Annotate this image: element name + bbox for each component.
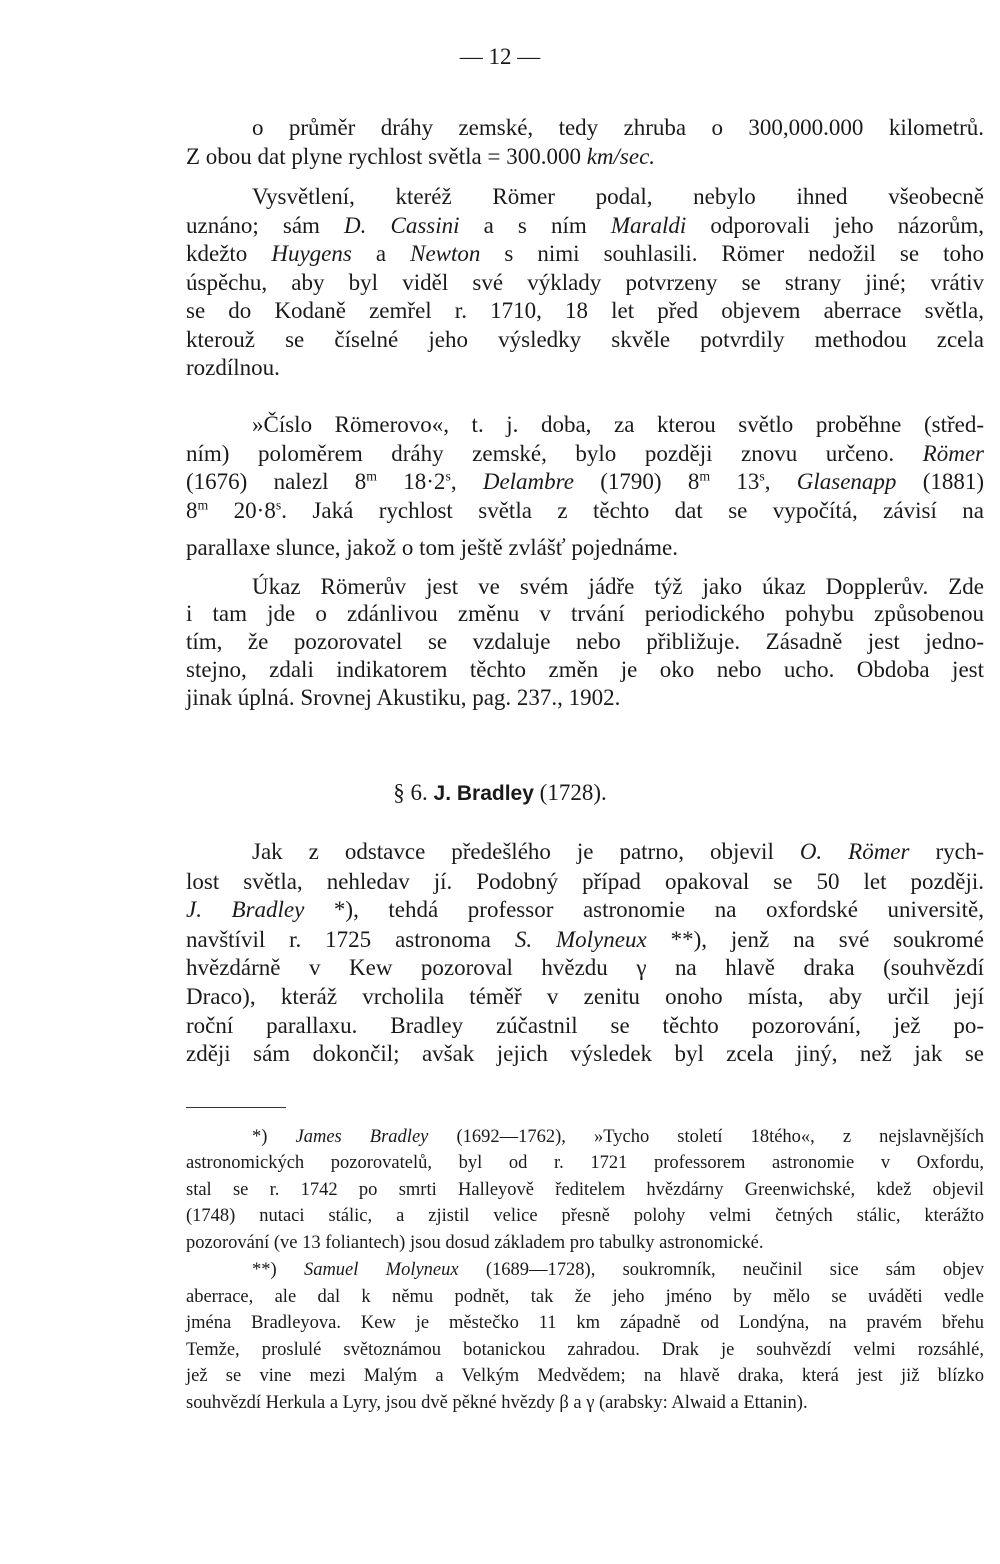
- text-run: (1689—1728), soukromník, neučinil sice sám objev: [458, 1260, 984, 1280]
- text-run: ním) poloměrem dráhy zemské, bylo později znovu určeno.: [186, 441, 923, 466]
- text-run: (1790) 8: [573, 469, 700, 494]
- text-run: navštívil r. 1725 astronoma: [186, 927, 515, 952]
- footnote2-line: [186, 1310, 984, 1336]
- footnote1-line: [186, 1150, 984, 1176]
- footnote1-line: [186, 1177, 984, 1203]
- footnote1-line: [186, 1203, 984, 1229]
- footnote2-line: [186, 1363, 984, 1389]
- section-heading: [0, 780, 1000, 806]
- text-run: se do Kodaně zemřel r. 1710, 18 let před objevem aberrace světla,: [186, 298, 984, 323]
- text-run: kdežto: [186, 241, 272, 266]
- para5-line: [186, 868, 984, 896]
- footnote-divider: [186, 1107, 286, 1108]
- para5-line: [252, 838, 984, 866]
- para4-line: [252, 573, 984, 601]
- text-run: jména Bradleyova. Kew je městečko 11 km západně od Londýna, na pravém břehu: [186, 1313, 984, 1333]
- text-run: uznáno; sám: [186, 213, 345, 238]
- text-run: 18·2: [377, 469, 446, 494]
- text-run: Draco), kteráž vrcholila téměř v zenitu onoho místa, aby určil její: [186, 984, 984, 1009]
- text-run: a s ním: [459, 213, 611, 238]
- italic-name: Römer: [922, 441, 984, 466]
- text-run: **), jenž na své soukromé: [646, 927, 984, 952]
- text-run: 13: [710, 469, 760, 494]
- text-run: *), tehdá professor astronomie na oxfordské universitě,: [304, 897, 984, 922]
- section-name: J. Bradley: [433, 782, 534, 805]
- text-run: parallaxe slunce, jakož o tom ještě zvlášť pojednáme.: [186, 535, 679, 560]
- para1-line: [186, 143, 984, 171]
- superscript: s: [445, 468, 451, 484]
- superscript: m: [699, 468, 711, 484]
- para2-line: [252, 183, 984, 211]
- superscript: m: [197, 497, 209, 513]
- text-run: a: [351, 241, 411, 266]
- italic-name: O. Römer: [799, 839, 910, 864]
- para4-line: [186, 600, 984, 628]
- footnote1-line: [186, 1230, 984, 1256]
- text-run: . Jaká rychlost světla z těchto dat se vypočítá, závisí na: [281, 498, 984, 523]
- text-run: souhvězdí Herkula a Lyry, jsou dvě pěkné hvězdy β a γ (arabsky: Alwaid a Ettanin).: [186, 1393, 808, 1413]
- text-run: rych-: [909, 839, 984, 864]
- para1-line: [252, 114, 984, 142]
- para3-line: [186, 534, 984, 562]
- superscript: s: [759, 468, 765, 484]
- italic-name: D. Cassini: [344, 213, 460, 238]
- para2-line: [186, 326, 984, 354]
- superscript: s: [275, 497, 282, 513]
- para2-line: [186, 240, 984, 268]
- text-run: pozorování (ve 13 foliantech) jsou dosud základem pro tabulky astronomické.: [186, 1233, 764, 1253]
- text-run: Temže, proslulé světoznámou botanickou zahradou. Drak je souhvězdí velmi rozsáhlé,: [186, 1340, 984, 1360]
- para5-line: [186, 1012, 984, 1040]
- para4-line: [186, 628, 984, 656]
- para4-line: [186, 656, 984, 684]
- footnote2-line: [186, 1390, 984, 1416]
- text-run: ,: [450, 469, 483, 494]
- italic-name: J. Bradley: [186, 897, 305, 922]
- text-run: 8: [186, 498, 198, 523]
- para3-line: [186, 440, 984, 468]
- text-run: aberrace, ale dal k němu podnět, tak že jeho jméno by mělo se uváděti vedle: [186, 1287, 984, 1307]
- footnote1-line: [252, 1124, 984, 1150]
- text-run: i tam jde o zdánlivou změnu v trvání periodického pohybu způsobenou: [186, 601, 984, 626]
- footnote2-line: [252, 1257, 984, 1283]
- text-run: *): [252, 1127, 296, 1147]
- italic-name: Samuel Molyneux: [303, 1260, 459, 1280]
- para5-line: [186, 1040, 984, 1068]
- text-run: Úkaz Römerův jest ve svém jádře týž jako úkaz Dopplerův. Zde: [252, 574, 984, 599]
- text-run: stejno, zdali indikatorem těchto změn je oko nebo ucho. Obdoba jest: [186, 657, 984, 682]
- para5-line: [186, 954, 984, 982]
- text-run: lost světla, nehledav jí. Podobný případ opakoval se 50 let později.: [186, 869, 984, 894]
- text-run: jež se vine mezi Malým a Velkým Medvědem; na hlavě draka, která jest již blízko: [186, 1366, 984, 1386]
- text-run: stal se r. 1742 po smrti Halleyově ředitelem hvězdárny Greenwichské, kdež objevil: [186, 1180, 984, 1200]
- text-run: (1748) nutaci stálic, a zjistil velice přesně polohy velmi četných stálic, kterážto: [186, 1206, 984, 1226]
- text-run: **): [252, 1260, 304, 1280]
- para2-line: [186, 269, 984, 297]
- text-run: úspěchu, aby byl viděl své výklady potvrzeny se strany jiné; vrátiv: [186, 270, 984, 295]
- para4-line: [186, 684, 984, 712]
- para3-line: [252, 411, 984, 439]
- para3-line: [186, 497, 984, 525]
- footnote2-line: [186, 1337, 984, 1363]
- text-run: odporovali jeho názorům,: [686, 213, 984, 238]
- text-run: ,: [764, 469, 797, 494]
- text-run: jinak úplná. Srovnej Akustiku, pag. 237., 1902.: [186, 685, 621, 710]
- text-run: »Číslo Römerovo«, t. j. doba, za kterou světlo proběhne (střed-: [252, 412, 984, 437]
- text-run: roční parallaxu. Bradley zúčastnil se těchto pozorování, jež po-: [186, 1013, 984, 1038]
- page-number: — 12 —: [459, 44, 541, 69]
- footnote2-line: [186, 1284, 984, 1310]
- italic-name: S. Molyneux: [514, 927, 647, 952]
- text-run: o průměr dráhy zemské, tedy zhruba o 300,000.000 kilometrů.: [252, 115, 984, 140]
- text-run: zději sám dokončil; avšak jejich výsledek byl zcela jiný, než jak se: [186, 1041, 984, 1066]
- text-run: Vysvětlení, kteréž Römer podal, nebylo ihned všeobecně: [252, 184, 984, 209]
- text-run: hvězdárně v Kew pozoroval hvězdu γ na hlavě draka (souhvězdí: [186, 955, 984, 980]
- superscript: m: [366, 468, 377, 484]
- text-run: (1676) nalezl 8: [186, 469, 367, 494]
- italic-name: Glasenapp: [796, 469, 897, 494]
- para2-line: [186, 297, 984, 325]
- section-year: (1728).: [539, 780, 607, 805]
- text-run: rozdílnou.: [186, 355, 280, 380]
- text-run: s nimi souhlasili. Römer nedožil se toho: [480, 241, 984, 266]
- italic-name: James Bradley: [295, 1127, 429, 1147]
- para5-line: [186, 983, 984, 1011]
- italic-name: Newton: [410, 241, 481, 266]
- text-run: tím, že pozorovatel se vzdaluje nebo přibližuje. Zásadně jest jedno-: [186, 629, 984, 654]
- para2-line: [186, 354, 984, 382]
- italic-name: Delambre: [482, 469, 574, 494]
- text-run: kterouž se číselné jeho výsledky skvěle potvrdily methodou zcela: [186, 327, 984, 352]
- italic-name: Maraldi: [610, 213, 687, 238]
- text-run: astronomických pozorovatelů, byl od r. 1721 professorem astronomie v Oxfordu,: [186, 1153, 984, 1173]
- text-run: 20·8: [208, 498, 276, 523]
- para3-line: [186, 468, 984, 496]
- section-number: § 6.: [393, 780, 428, 805]
- italic-name: Huygens: [271, 241, 352, 266]
- text-run: Z obou dat plyne rychlost světla = 300.000: [186, 144, 587, 169]
- italic-name: km/sec.: [586, 144, 656, 169]
- text-run: (1881): [896, 469, 985, 494]
- text-run: Jak z odstavce předešlého je patrno, objevil: [252, 839, 800, 864]
- para5-line: [186, 896, 984, 924]
- para2-line: [186, 212, 984, 240]
- para5-line: [186, 926, 984, 954]
- text-run: (1692—1762), »Tycho století 18tého«, z nejslavnějších: [428, 1127, 984, 1147]
